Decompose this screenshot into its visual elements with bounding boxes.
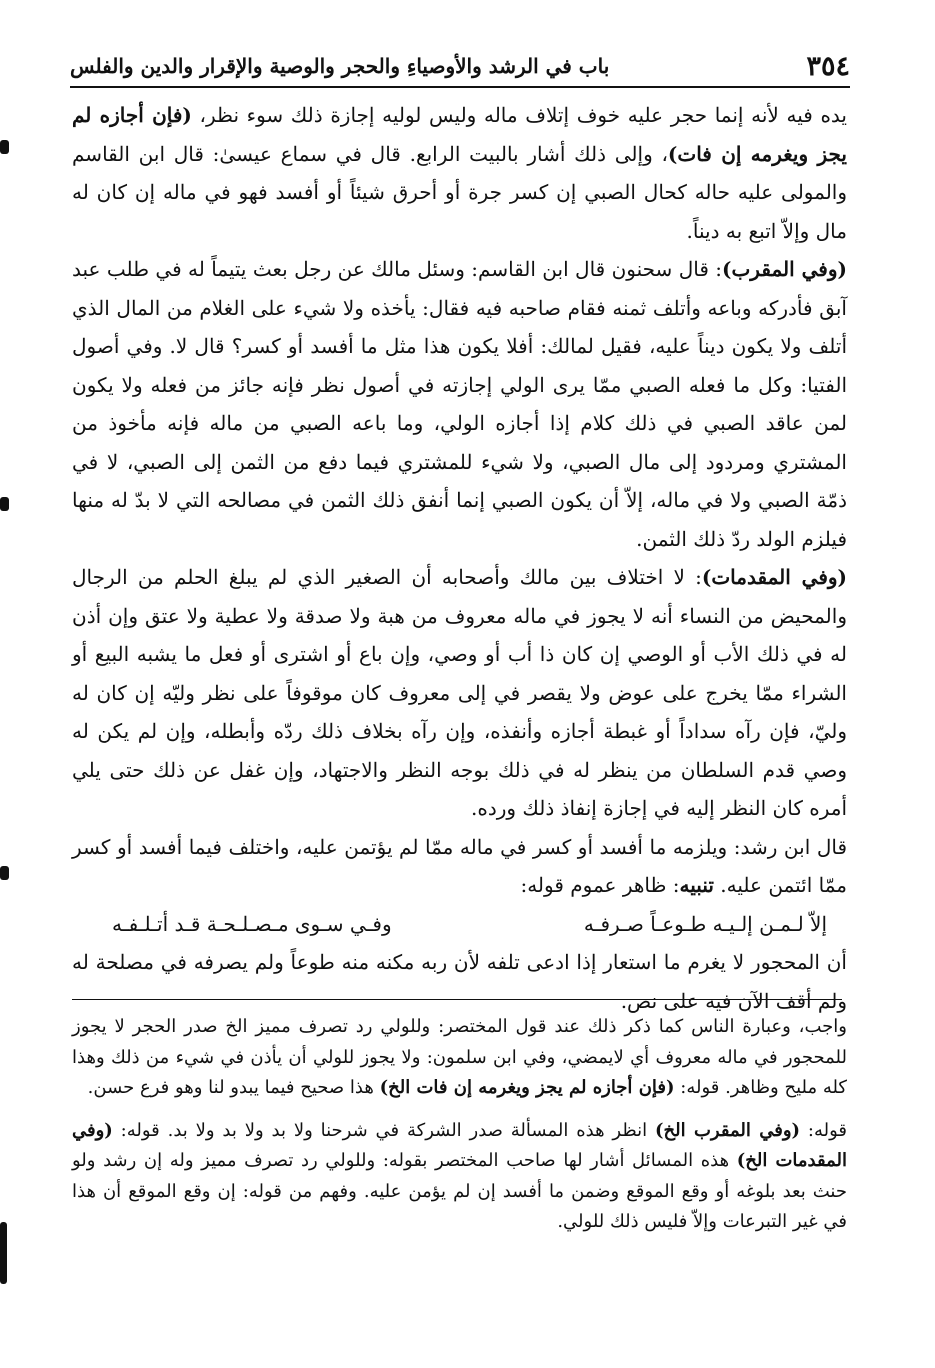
footnote-separator	[72, 999, 842, 1000]
page-number: ٣٥٤	[806, 50, 850, 82]
running-header	[70, 46, 850, 88]
bold-phrase: (وفي المقدمات)	[701, 565, 847, 589]
footnote-1: واجب، وعبارة الناس كما ذكر ذلك عند قول المختصر: وللولي رد تصرف مميز الخ صدر الحجر لا يجوز للمحجور في ماله معروف أي لايمضي، وفي ابن سلمون: ولا يجوز للولي أن يأذن في شيء من ذلك وهذا كله مليح وظاهر. قوله: (فإن أجازه لم يجز ويغرمه إن فات الخ) هذا صحيح فيما يبدو لنا وهو فرع حسن.	[72, 1016, 847, 1098]
scan-edge-mark	[0, 140, 9, 154]
footnotes	[72, 1012, 847, 1238]
bold-phrase: (وفي المقدمات الخ)	[72, 1119, 847, 1171]
main-text	[72, 96, 847, 1020]
chapter-title: باب في الرشد والأوصياءِ والحجر والوصية والإقرار والدين والفلس	[70, 54, 610, 78]
poem-verse	[72, 905, 847, 944]
paragraph-3: (وفي المقدمات): لا اختلاف بين مالك وأصحابه أن الصغير الذي لم يبلغ الحلم من الرجال والمحيض من النساء أنه لا يجوز في ماله معروف من هبة ولا صدقة ولا عطية ولا عتق وإن أذن له في ذلك الأب أو الوصي إن كان ذا أب أو وصي، وإن باع أو اشترى أو فعل ما يشبه البيع أو الشراء ممّا يخرج على عوض ولا يقصر في إلى معروف كان موقوفاً على نظر وليّه إن كان له وليّ، فإن رآه سداداً أو غبطة أجازه وأنفذه، وإن رآه بخلاف ذلك ردّه وأبطله، وإن لم يكن له وصي قدم السلطان من ينظر له في ذلك بوجه النظر والاجتهاد، وإن غفل عن ذلك حتى يلي أمره كان النظر إليه في إجازة إنفاذ ذلك ورده.	[72, 565, 847, 820]
footnote-2: قوله: (وفي المقرب الخ) انظر هذه المسألة صدر الشركة في شرحنا ولا بد ولا بد ولا بد. قوله: (وفي المقدمات الخ) هذه المسائل أشار لها صاحب المختصر بقوله: وللولي رد تصرف مميز وله إن رشد ولو حنث بعد بلوغه أو وقع الموقع وضمن ما أفسد إن لم يؤمن عليه. وفهم من قوله: إن وقع الموقع أن هذا في غير التبرعات وإلاّ فليس ذلك للولي.	[72, 1119, 847, 1232]
scan-edge-mark	[0, 866, 9, 880]
bold-phrase: (فإن أجازه لم يجز ويغرمه إن فات الخ)	[379, 1077, 675, 1098]
paragraph-5: أن المحجور لا يغرم ما استعار إذا ادعى تلفه لأن ربه مكنه منه طوعاً ولم يصرفه في مصلحة له ولم أقف الآن فيه على نص.	[72, 950, 847, 1013]
bold-phrase: (فإن أجازه لم يجز ويغرمه إن فات)	[72, 103, 847, 166]
scan-edge-mark	[0, 1222, 7, 1284]
bold-phrase: (وفي المقرب)	[722, 257, 847, 281]
bold-phrase: تنبيه	[679, 873, 714, 897]
paragraph-1: يده فيه لأنه إنما حجر عليه خوف إتلاف ماله وليس لوليه إجازة ذلك سوء نظر، (فإن أجازه لم يجز ويغرمه إن فات)، وإلى ذلك أشار بالبيت الرابع. قال في سماع عيسىٰ: قال ابن القاسم والمولى عليه حاله كحال الصبي إن كسر جرة أو أحرق شيئاً أو أفسد فهو في ماله إن كان له مال وإلاّ اتبع به ديناً.	[72, 103, 847, 243]
verse-first-hemistich: إلاّ لـمـن إلـيـه طـوعـاً صـرفـه	[583, 911, 827, 936]
paragraph-4: قال ابن رشد: ويلزمه ما أفسد أو كسر في ماله ممّا لم يؤتمن عليه، واختلف فيما أفسد أو كسر ممّا ائتمن عليه. تنبيه: ظاهر عموم قوله:	[72, 834, 847, 897]
paragraph-2: (وفي المقرب): قال سحنون قال ابن القاسم: وسئل مالك عن رجل بعث يتيماً له في طلب عبد آبق فأدركه وباعه وأتلف ثمنه فقام صاحبه فيه فقال: يأخذه ولا شيء على الغلام من المال الذي أتلف ولا يكون ديناً عليه، فقيل لمالك: أفلا يكون هذا مثل ما أفسد أو كسر؟ قال لا. وفي أصول الفتيا: وكل ما فعله الصبي ممّا يرى الولي إجازته في أصول نظر فإنه جائز من فعله ولا يكون لمن عاقد الصبي في ذلك كلام إذا أجازه الولي، وما باعه الصبي من ماله فإنه مأخوذ من المشتري ومردود إلى مال الصبي، ولا شيء للمشتري فيما دفع من الثمن إلى الصبي، لا في ذمّة الصبي ولا في ماله، إلاّ أن يكون الصبي إنما أنفق ذلك الثمن في مصالحه التي لا بدّ له منها فيلزم الولد ردّ ذلك الثمن.	[72, 257, 847, 551]
verse-second-hemistich: وفـي سـوى مـصـلـحـة قـد أتـلـفـه	[112, 911, 392, 936]
scan-edge-mark	[0, 497, 9, 511]
bold-phrase: (وفي المقرب الخ)	[654, 1119, 801, 1141]
